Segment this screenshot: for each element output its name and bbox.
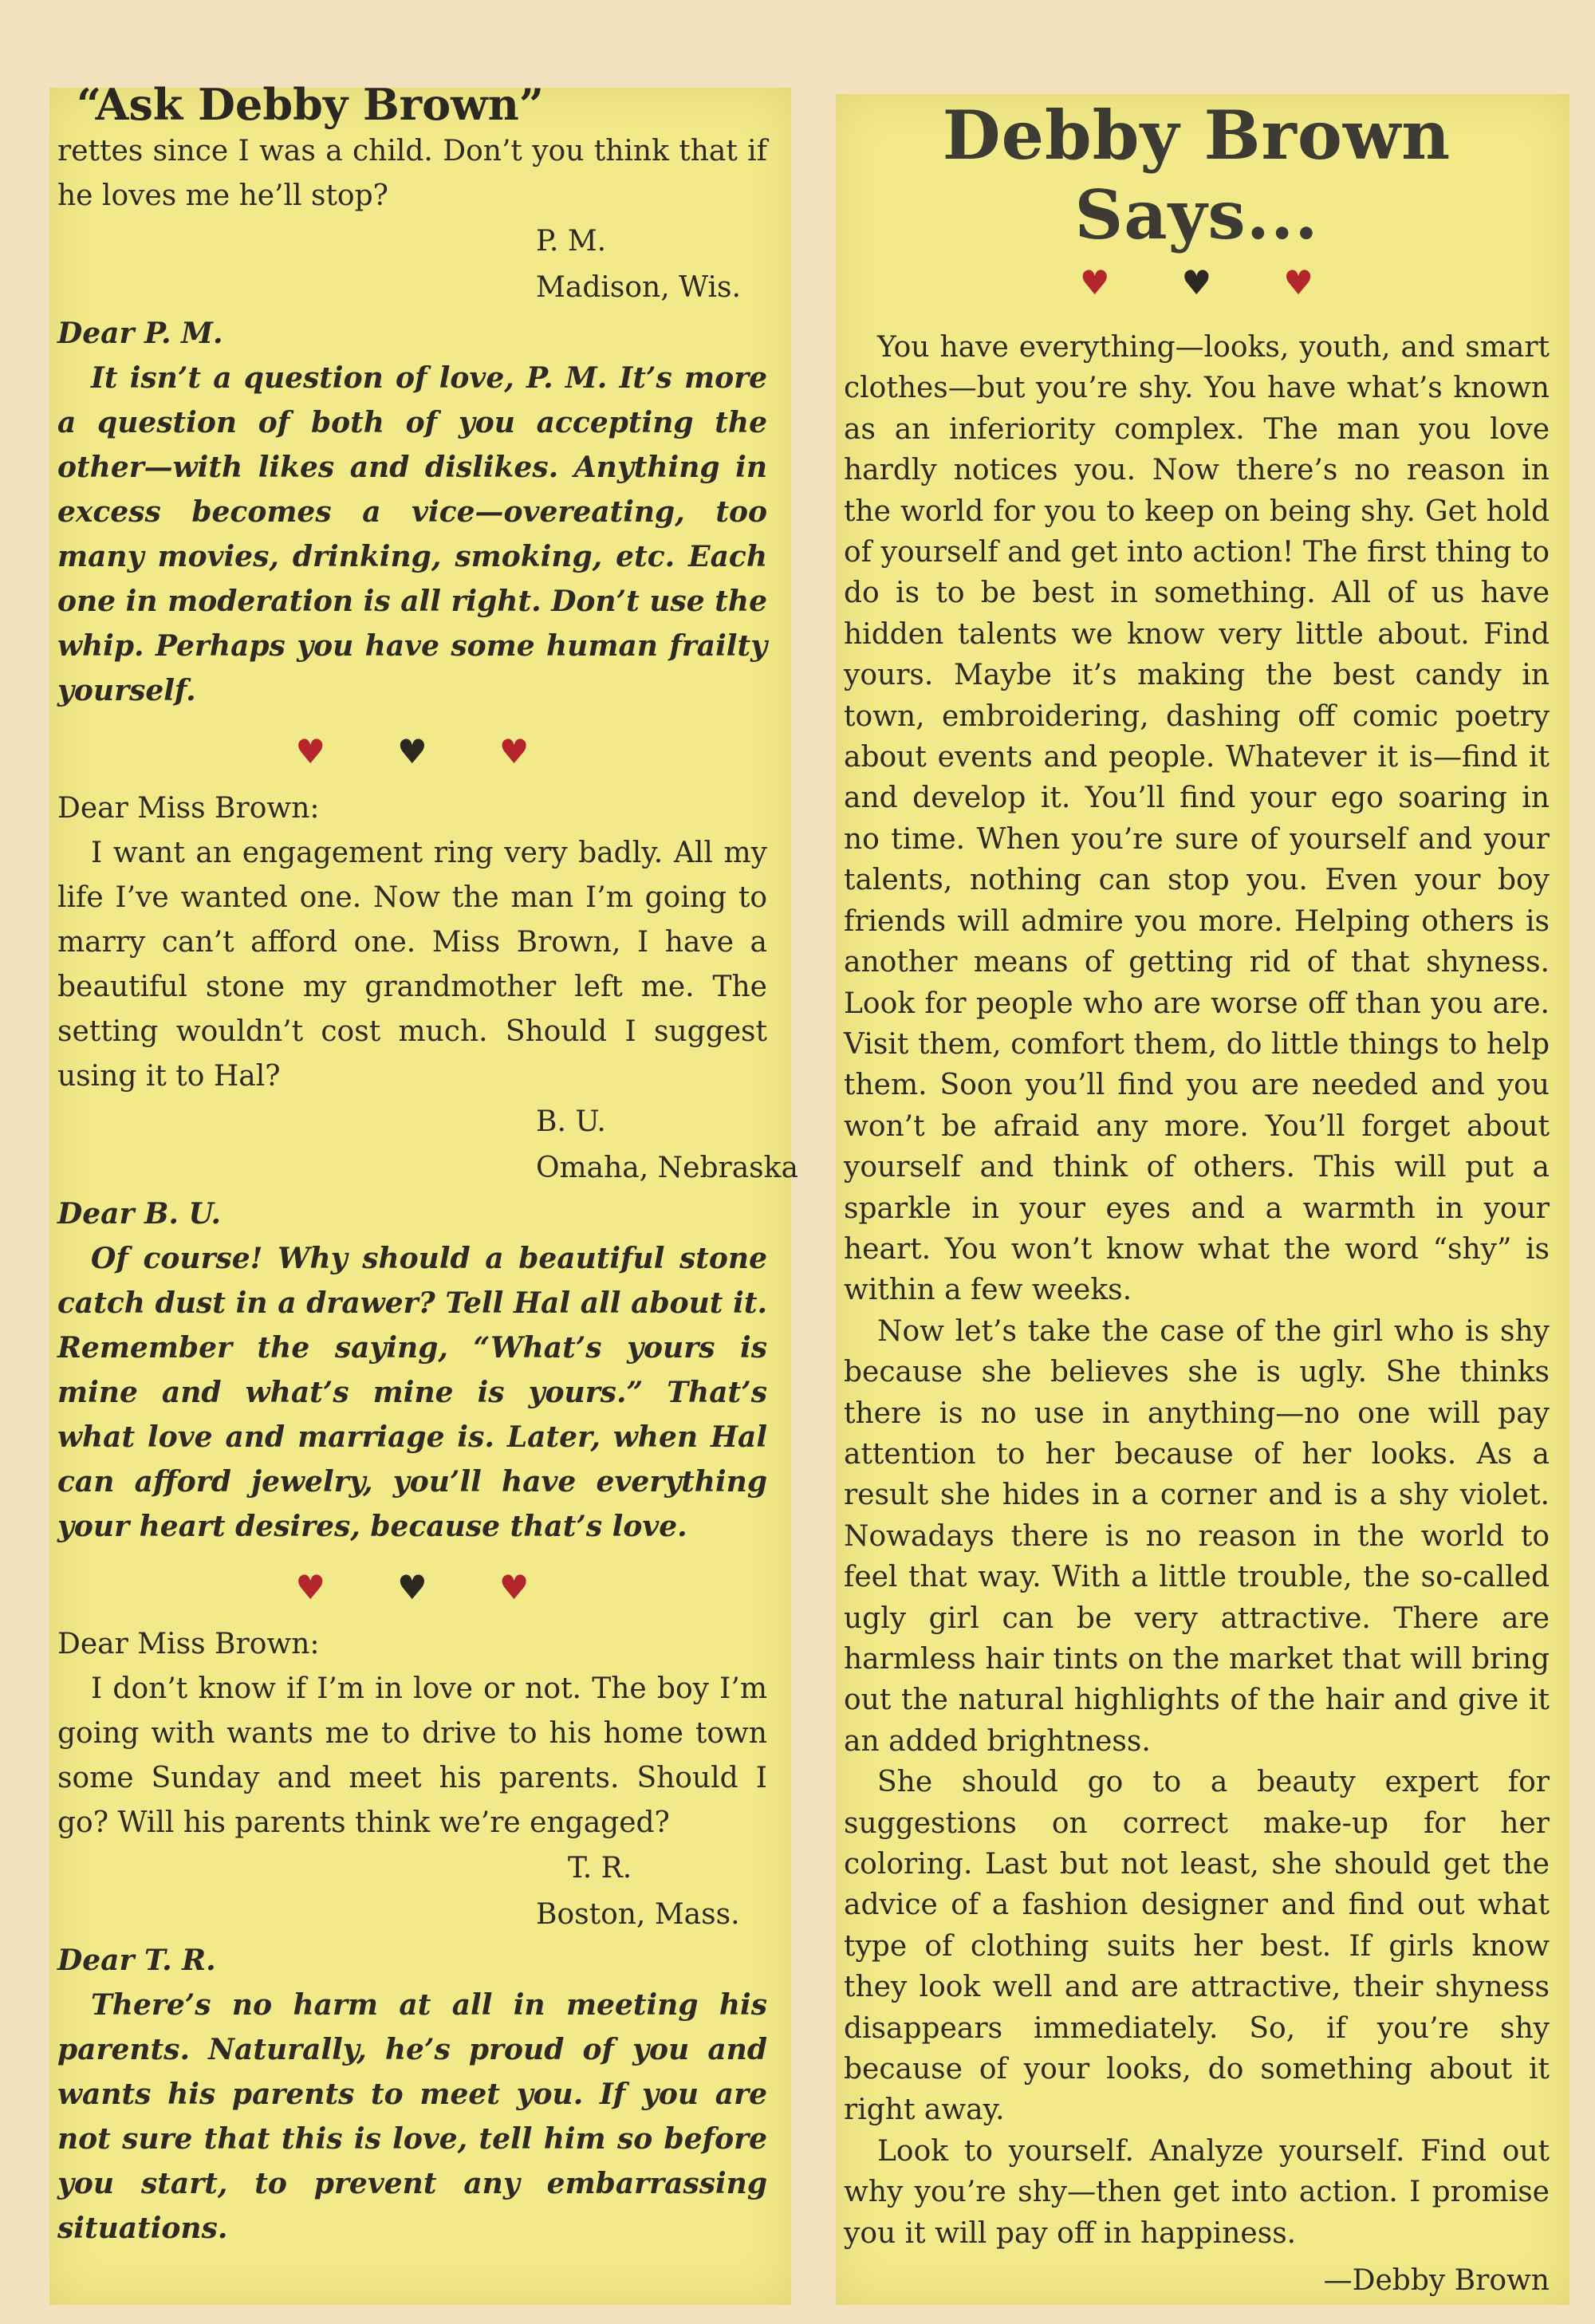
heart-icon: ♥ <box>498 1568 530 1607</box>
signature-place: Boston, Mass. <box>536 1898 740 1931</box>
reply-salutation: Dear T. R. <box>57 1944 216 1977</box>
signature-name: T. R. <box>568 1852 632 1885</box>
signature-name: P. M. <box>536 225 607 258</box>
heart-divider <box>844 263 1550 303</box>
reply-salutation: Dear P. M. <box>57 317 223 350</box>
heart-icon: ♥ <box>1181 263 1212 302</box>
heart-divider <box>57 1568 767 1608</box>
advice-paragraph: Look to yourself. Analyze yourself. Find out why you’re shy—then get into action. I promise you it will pay off in happiness. <box>844 2134 1550 2250</box>
advice-paragraph: She should go to a beauty expert for suggestions on correct make-up for her coloring. Last but not least, she should get the advice of a fashion designer and find out what type of clothing suits her best. If girls know they look well and are attractive, their shyness disappears immediately. So, if you’re shy because of your looks, do something about it right away. <box>844 1766 1550 2127</box>
letter-body: I want an engagement ring very badly. All my life I’ve wanted one. Now the man I’m going to marry can’t afford one. Miss Brown, I have a beautiful stone my grandmother left me. The setting wouldn’t cost much. Should I suggest using it to Hal? <box>57 837 767 1093</box>
heart-icon: ♥ <box>397 1568 427 1607</box>
letter-intro: rettes since I was a child. Don’t you think that if he loves me he’ll stop? <box>57 135 767 212</box>
advice-paragraph: You have everything—looks, youth, and smart clothes—but you’re shy. You have what’s known as an inferiority complex. The man you love hardly notices you. Now there’s no reason in the world for you to keep on being shy. Get hold of yourself and get into action! The first thing to do is to be best in something. All of us have hidden talents we know very little about. Find yours. Maybe it’s making the best candy in town, embroidering, dashing off comic poetry about events and people. Whatever it is—find it and develop it. You’ll find your ego soaring in no time. When you’re sure of yourself and your talents, nothing can stop you. Even your boy friends will admire you more. Helping others is another means of getting rid of that shyness. Look for people who are worse off than you are. Visit them, comfort them, do little things to help them. Soon you’ll find you are needed and you won’t be afraid any more. You’ll forget about yourself and think of others. This will put a sparkle in your eyes and a warmth in your heart. You won’t know what the word “shy” is within a few weeks. <box>844 331 1550 1307</box>
heart-icon: ♥ <box>1080 263 1110 302</box>
heart-icon: ♥ <box>295 1568 326 1607</box>
heart-icon: ♥ <box>295 732 326 771</box>
heart-icon: ♥ <box>397 732 427 771</box>
heart-icon: ♥ <box>1283 263 1313 302</box>
right-column <box>844 89 1550 2303</box>
column-heading: “Ask Debby Brown” <box>77 79 544 130</box>
reply-text: It isn’t a question of love, P. M. It’s more a question of both of you accepting the other—with likes and dislikes. Anything in excess becomes a vice—overeating, too many movies, drinking, smoking, etc. Each one in moderation is all right. Don’t use the whip. Perhaps you have some human frailty yourself. <box>57 361 767 707</box>
letter-body: I don’t know if I’m in love or not. The boy I’m going with wants me to drive to his home town some Sunday and meet his parents. Should I go? Will his parents think we’re engaged? <box>57 1672 767 1839</box>
letter-salutation: Dear Miss Brown: <box>57 1628 320 1660</box>
heart-icon: ♥ <box>498 732 530 771</box>
column-heading: Debby Brown Says... <box>942 96 1451 254</box>
reply-text: Of course! Why should a beautiful stone catch dust in a drawer? Tell Hal all about it. Remember the saying, “What’s yours is mine and what’s mine is yours.” That’s what love and marriage is. Later, when Hal can afford jewelry, you’ll have everything your heart desires, because that’s love. <box>57 1242 767 1543</box>
signoff: —Debby Brown <box>1323 2264 1550 2298</box>
reply-salutation: Dear B. U. <box>57 1197 222 1231</box>
advice-paragraph: Now let’s take the case of the girl who is shy because she believes she is ugly. She thinks there is no use in anything—no one will pay attention to her because of her looks. As a result she hides in a corner and is a shy violet. Nowadays there is no reason in the world to feel that way. With a little trouble, the so-called ugly girl can be very attractive. There are harmless hair tints on the market that will bring out the natural highlights of the hair and give it an added brightness. <box>844 1314 1550 1758</box>
signature-place: Omaha, Nebraska <box>536 1152 798 1184</box>
signature-place: Madison, Wis. <box>536 271 741 304</box>
left-column <box>57 79 798 2251</box>
signature-name: B. U. <box>536 1105 606 1138</box>
heart-divider <box>57 732 767 772</box>
letter-salutation: Dear Miss Brown: <box>57 792 320 825</box>
reply-text: There’s no harm at all in meeting his parents. Naturally, he’s proud of you and wants his parents to meet you. If you are not sure that this is love, tell him so before you start, to prevent any embarrassing situations. <box>57 1988 767 2245</box>
